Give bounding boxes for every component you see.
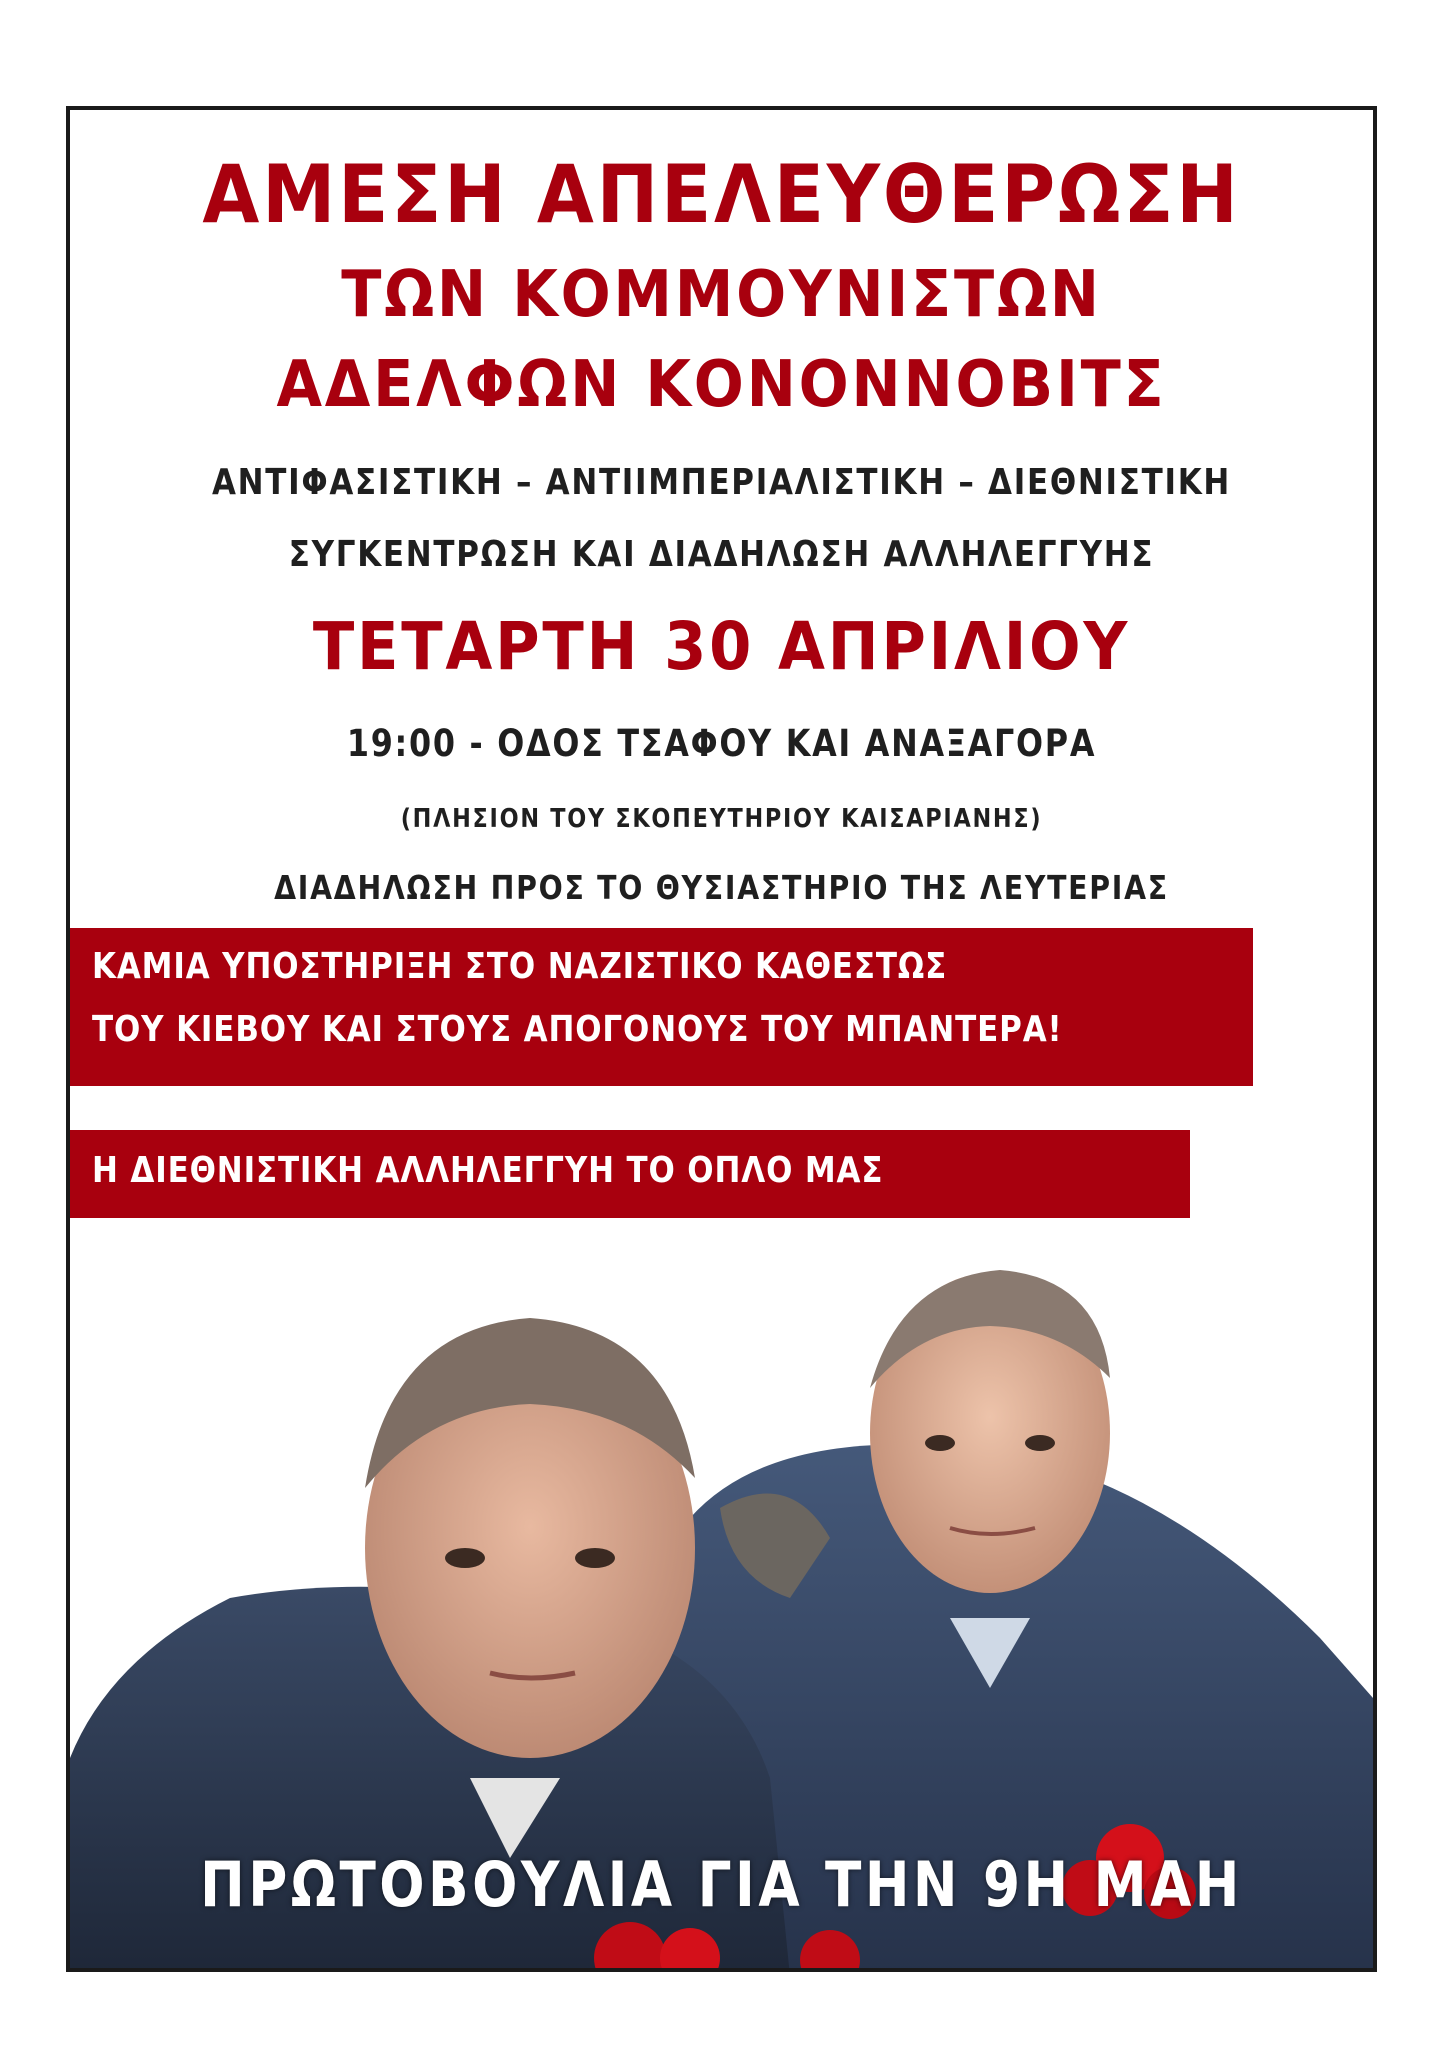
poster-frame [66,106,1377,1972]
headline-line-1: ΑΜΕΣΗ ΑΠΕΛΕΥΘΕΡΩΣΗ [202,148,1241,241]
event-time-location: 19:00 - ΟΔΟΣ ΤΣΑΦΟΥ ΚΑΙ ΑΝΑΞΑΓΟΡΑ [346,722,1097,765]
organizer-signature: ΠΡΩΤΟΒΟΥΛΙΑ ΓΙΑ ΤΗΝ 9Η ΜΑΗ [200,1848,1243,1921]
subheadline-line-2: ΣΥΓΚΕΝΤΡΩΣΗ ΚΑΙ ΔΙΑΔΗΛΩΣΗ ΑΛΛΗΛΕΓΓΥΗΣ [288,534,1155,575]
headline-line-3: ΑΔΕΛΦΩΝ ΚΟΝΟΝΝΟΒΙΤΣ [276,348,1167,422]
event-location-note: (ΠΛΗΣΙΟΝ ΤΟΥ ΣΚΟΠΕΥΤΗΡΙΟΥ ΚΑΙΣΑΡΙΑΝΗΣ) [400,804,1043,834]
slogan-banner-1-line-2: ΤΟΥ ΚΙΕΒΟΥ ΚΑΙ ΣΤΟΥΣ ΑΠΟΓΟΝΟΥΣ ΤΟΥ ΜΠΑΝΤΕΡΑ! [92,1009,1063,1050]
event-date: ΤΕΤΑΡΤΗ 30 ΑΠΡΙΛΙΟΥ [312,608,1131,685]
subheadline-line-1: ΑΝΤΙΦΑΣΙΣΤΙΚΗ – ΑΝΤΙΙΜΠΕΡΙΑΛΙΣΤΙΚΗ – ΔΙΕΘΝΙΣΤΙΚΗ [211,462,1232,503]
slogan-banner-2 [70,1130,1190,1218]
slogan-banner-1-line-1: ΚΑΜΙΑ ΥΠΟΣΤΗΡΙΞΗ ΣΤΟ ΝΑΖΙΣΤΙΚΟ ΚΑΘΕΣΤΩΣ [92,946,948,987]
march-destination: ΔΙΑΔΗΛΩΣΗ ΠΡΟΣ ΤΟ ΘΥΣΙΑΣΤΗΡΙΟ ΤΗΣ ΛΕΥΤΕΡΙΑΣ [274,868,1169,907]
slogan-banner-1 [70,928,1253,1086]
headline-line-2: ΤΩΝ ΚΟΜΜΟΥΝΙΣΤΩΝ [341,258,1102,332]
slogan-banner-2-text: Η ΔΙΕΘΝΙΣΤΙΚΗ ΑΛΛΗΛΕΓΓΥΗ ΤΟ ΟΠΛΟ ΜΑΣ [92,1150,884,1191]
